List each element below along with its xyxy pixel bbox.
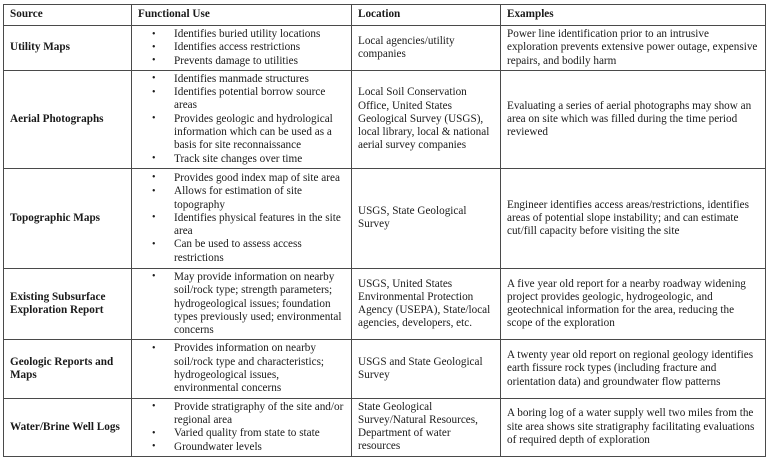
cell-location: Local agencies/utility companies [352, 26, 501, 71]
table-row [4, 398, 766, 456]
cell-source: Geologic Reports and Maps [4, 340, 132, 398]
list-item: • Identifies access restrictions [138, 41, 346, 54]
source-information-table [3, 4, 766, 457]
table-row [4, 340, 766, 398]
table-row [4, 26, 766, 71]
list-item: • Can be used to assess access restrictions [138, 238, 346, 265]
list-item: • Identifies potential borrow source areas [138, 86, 346, 113]
cell-functional-use [132, 398, 352, 456]
cell-functional-use [132, 168, 352, 268]
cell-examples: Engineer identifies access areas/restrictions, identifies areas of potential slope instability; and can estimate cut/fill capacity before visiting the site [501, 168, 766, 268]
column-header-source: Source [4, 5, 132, 26]
list-item: • Provides information on nearby soil/rock type and characteristics; hydrogeological issues, environmental concerns [138, 342, 346, 395]
list-item: • Identifies buried utility locations [138, 28, 346, 41]
list-item: • Prevents damage to utilities [138, 55, 346, 68]
cell-location: State Geological Survey/Natural Resources, Department of water resources [352, 398, 501, 456]
cell-functional-use [132, 70, 352, 168]
list-item: • May provide information on nearby soil/rock type; strength parameters; hydrogeological issues; foundation types previously used; environmental concerns [138, 271, 346, 337]
table-row [4, 268, 766, 339]
cell-functional-use [132, 268, 352, 339]
list-item: • Identifies physical features in the site area [138, 212, 346, 239]
cell-source: Aerial Photographs [4, 70, 132, 168]
table-header [4, 5, 766, 26]
column-header-examples: Examples [501, 5, 766, 26]
cell-location: Local Soil Conservation Office, United States Geological Survey (USGS), local library, local & national aerial survey companies [352, 70, 501, 168]
bullet-list [138, 401, 346, 454]
list-item: • Provides geologic and hydrological information which can be used as a basis for site reconnaissance [138, 113, 346, 153]
list-item: • Allows for estimation of site topography [138, 185, 346, 212]
bullet-list [138, 172, 346, 265]
column-header-location: Location [352, 5, 501, 26]
list-item: • Provide stratigraphy of the site and/or regional area [138, 401, 346, 428]
list-item: • Varied quality from state to state [138, 427, 346, 440]
table-row [4, 168, 766, 268]
cell-functional-use [132, 340, 352, 398]
list-item: • Groundwater levels [138, 441, 346, 454]
cell-location: USGS and State Geological Survey [352, 340, 501, 398]
table-header-row [4, 5, 766, 26]
list-item: • Track site changes over time [138, 153, 346, 166]
column-header-functional-use: Functional Use [132, 5, 352, 26]
cell-location: USGS, United States Environmental Protection Agency (USEPA), State/local agencies, developers, etc. [352, 268, 501, 339]
cell-examples: A boring log of a water supply well two miles from the site area shows site stratigraphy facilitating evaluations of required depth of exploration [501, 398, 766, 456]
bullet-list [138, 28, 346, 68]
cell-location: USGS, State Geological Survey [352, 168, 501, 268]
table-row [4, 70, 766, 168]
list-item: • Provides good index map of site area [138, 172, 346, 185]
bullet-list [138, 73, 346, 166]
bullet-list [138, 342, 346, 395]
cell-examples: Power line identification prior to an intrusive exploration prevents extensive power outage, expensive repairs, and bodily harm [501, 26, 766, 71]
cell-examples: A five year old report for a nearby roadway widening project provides geologic, hydrogeologic, and geotechnical information for the area, reducing the scope of the exploration [501, 268, 766, 339]
cell-functional-use [132, 26, 352, 71]
cell-source: Utility Maps [4, 26, 132, 71]
bullet-list [138, 271, 346, 337]
cell-source: Topographic Maps [4, 168, 132, 268]
cell-examples: Evaluating a series of aerial photographs may show an area on site which was filled during the time period reviewed [501, 70, 766, 168]
cell-examples: A twenty year old report on regional geology identifies earth fissure rock types (including fracture and orientation data) and groundwater flow patterns [501, 340, 766, 398]
list-item: • Identifies manmade structures [138, 73, 346, 86]
cell-source: Water/Brine Well Logs [4, 398, 132, 456]
table-body [4, 26, 766, 457]
cell-source: Existing Subsurface Exploration Report [4, 268, 132, 339]
